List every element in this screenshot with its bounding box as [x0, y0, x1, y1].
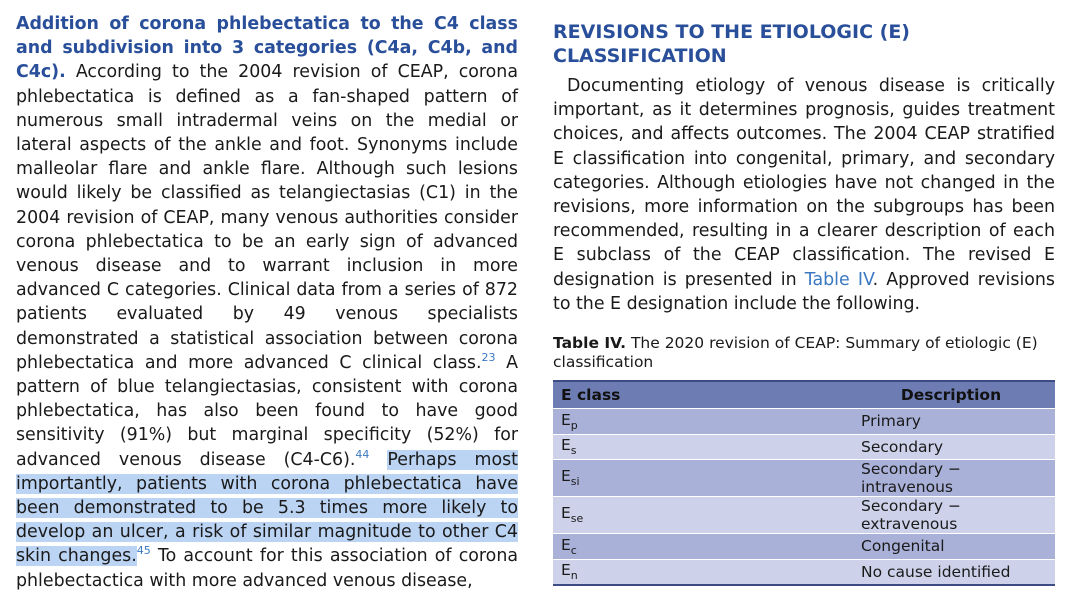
e-class-cell: [553, 460, 847, 497]
left-paragraph: [16, 12, 518, 593]
table-caption-label: Table IV.: [553, 334, 627, 353]
e-class-base: E: [561, 561, 571, 580]
e-class-base: E: [561, 535, 571, 554]
section-title: REVISIONS TO THE ETIOLOGIC (E) CLASSIFICATION: [553, 21, 910, 67]
paragraph-text-1: According to the 2004 revision of CEAP, corona phlebectatica is defined as a fan-shaped pattern of numerous small intradermal veins on the medial or lateral aspects of the ankle and foot. Synonyms include malleolar flare and ankle flare. Although such lesions would likely be classified as telangiectasias (C1) in the 2004 revision of CEAP, many venous authorities consider corona phlebectatica to be an early sign of advanced venous disease and to warrant inclusion in more advanced C categories. Clinical data from a series of 872 patients evaluated by 49 venous specialists demonstrated a statistical association between corona phlebectatica and more advanced C clinical class.: [16, 62, 518, 373]
e-class-sub: n: [570, 569, 578, 583]
e-class-cell: [553, 497, 847, 534]
e-class-cell: [553, 409, 847, 435]
paragraph-text-before: Documenting etiology of venous disease is critically important, as it determines prognosis, guides treatment choices, and affects outcomes. The 2004 CEAP stratified E classification into congenital, primary, and secondary categories. Although etiologies have not changed in the revisions, more information on the subgroups has been recommended, resulting in a clearer description of each E subclass of the CEAP classification. The revised E designation is presented in: [553, 76, 1055, 290]
paragraph-text-3: To account for this association of corona phlebectactica with more advanced venous disease,: [16, 546, 518, 591]
table-iv-link[interactable]: Table IV: [804, 269, 873, 290]
table-row: [553, 559, 1055, 585]
description-cell: Congenital: [847, 534, 1055, 560]
description-cell: No cause identified: [847, 559, 1055, 585]
e-class-cell: [553, 534, 847, 560]
description-cell: Secondary − intravenous: [847, 460, 1055, 497]
citation-23[interactable]: 23: [481, 351, 496, 365]
right-column: [553, 20, 1055, 586]
inline-heading: Addition of corona phlebectatica to the C4 class and subdivision into 3 categories (C4a, C4b, and C4c).: [16, 14, 518, 83]
e-class-base: E: [561, 436, 571, 455]
table-row: [553, 497, 1055, 534]
table-row: [553, 460, 1055, 497]
e-class-sub: s: [570, 444, 577, 458]
etiologic-classification-table: [553, 380, 1055, 586]
e-class-base: E: [561, 504, 571, 523]
header-description: Description: [847, 381, 1055, 409]
description-cell: Primary: [847, 409, 1055, 435]
e-class-base: E: [561, 467, 571, 486]
etiology-paragraph: [553, 74, 1055, 316]
table-row: [553, 534, 1055, 560]
table-row: [553, 434, 1055, 460]
e-class-sub: c: [570, 543, 577, 557]
table-caption-text: The 2020 revision of CEAP: Summary of etiologic (E) classification: [553, 334, 1038, 372]
table-caption: [553, 334, 1055, 372]
e-class-cell: [553, 559, 847, 585]
e-class-sub: si: [570, 475, 580, 489]
citation-45[interactable]: 45: [136, 544, 151, 558]
e-class-sub: p: [570, 418, 578, 432]
left-column: [16, 12, 518, 593]
e-class-base: E: [561, 410, 571, 429]
header-e-class: E class: [553, 381, 847, 409]
highlighted-text[interactable]: Perhaps most importantly, patients with corona phlebectatica have been demonstrated to be 5.3 times more likely to develop an ulcer, a risk of similar magnitude to other C4 skin changes.: [16, 449, 518, 567]
e-class-cell: [553, 434, 847, 460]
e-class-sub: se: [570, 512, 584, 526]
paragraph-text-after: . Approved revisions to the E designation include the following.: [553, 269, 1055, 314]
paragraph-text-2: A pattern of blue telangiectasias, consistent with corona phlebectatica, has also been found to have good sensitivity (91%) but marginal specificity (52%) for advanced venous disease (C4-C6).: [16, 352, 518, 470]
table-header-row: [553, 381, 1055, 409]
description-cell: Secondary − extravenous: [847, 497, 1055, 534]
table-row: [553, 409, 1055, 435]
citation-44[interactable]: 44: [355, 447, 370, 461]
description-cell: Secondary: [847, 434, 1055, 460]
